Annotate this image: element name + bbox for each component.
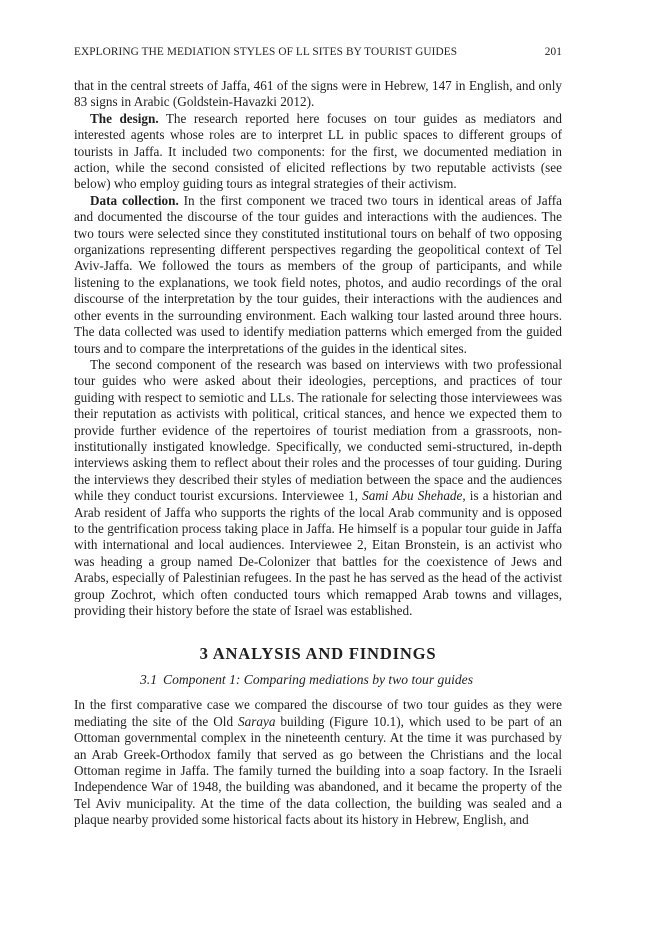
run-in-heading-design: The design.: [90, 110, 159, 126]
subsection-heading: [74, 671, 562, 688]
paragraph-text: In the first component we traced two tours in identical areas of Jaffa and documented the discourse of the tour guides and interactions with the audiences. The two tours were selected since they constituted institutional tours on behalf of two opposing organizations representing different perspectives regarding the geopolitical context of Tel Aviv-Jaffa. We followed the tours as members of the group of participants, and while listening to the explanations, we took field notes, photos, and audio recordings of the oral discourse of the interpretation by the tour guides, their interactions with the audiences and other events in the surrounding environment. Each walking tour lasted around three hours. The data collected was used to identify mediation patterns which emerged from the guided tours and to compare the interpretations of the guides in the identical sites.: [74, 192, 562, 356]
paragraph-design: [74, 111, 562, 193]
paragraph-text: In the first comparative case we compared the discourse of two tour guides as they were mediating the site of the Old: [74, 697, 562, 729]
running-title: EXPLORING THE MEDIATION STYLES OF LL SITES BY TOURIST GUIDES: [74, 46, 458, 58]
subsection-number: 3.1: [140, 672, 157, 688]
paragraph-data-collection: [74, 193, 562, 357]
run-in-heading-data-collection: Data collection.: [90, 192, 179, 208]
body-text: [74, 78, 562, 829]
subsection-title: Component 1: Comparing mediations by two tour guides: [163, 672, 474, 688]
paragraph-text: The research reported here focuses on tour guides as mediators and interested agents whose roles are to interpret LL in public spaces to different groups of tourists in Jaffa. It included two components: for the first, we documented mediation in action, while the second consisted of elicited reflections by two reputable activists (see below) who employ guiding tours as integral strategies of their activism.: [74, 110, 562, 192]
paragraph-text: that in the central streets of Jaffa, 461 of the signs were in Hebrew, 147 in English, and only 83 signs in Arabic (Goldstein-Havazki 2012).: [74, 78, 562, 110]
page-number: 201: [544, 46, 562, 58]
interviewee-name: Sami Abu Shehade: [362, 488, 463, 504]
paragraph-comparative-case: [74, 697, 562, 828]
paragraph-text: The second component of the research was based on interviews with two professional tour guides who were asked about their ideologies, perceptions, and practices of tour guiding with respect to semiotic and LLs. The rationale for selecting those interviewees was their reputation as activists with political, critical stances, and hence we expected them to provide further evidence of the repertoires of tourist mediation from a grassroots, non-institutionally instigated knowledge. Specifically, we conducted semi-structured, in-depth interviews asking them to reflect about their roles and the processes of tour guiding. During the interviews they described their styles of mediation between the space and the audiences while they conduct tourist excursions. Interviewee 1,: [74, 356, 562, 504]
paragraph-second-component: [74, 357, 562, 620]
paragraph-continuation: [74, 78, 562, 111]
paragraph-text: , is a historian and Arab resident of Jaffa who supports the rights of the local Arab community and is opposed to the gentrification process taking place in Jaffa. He himself is a popular tour guide in Jaffa with international and local audiences. Interviewee 2, Eitan Bronstein, is an activist who was heading a group named De-Colonizer that battles for the coexistence of Jews and Arabs, especially of Palestinian refugees. In the past he has served as the head of the activist group Zochrot, which often conducted tours which remapped Arab towns and villages, providing their history before the state of Israel was established.: [74, 488, 562, 618]
section-heading: 3 ANALYSIS AND FINDINGS: [199, 644, 437, 664]
place-name: Saraya: [238, 713, 276, 729]
paragraph-text: building (Figure 10.1), which used to be part of an Ottoman governmental complex in the nineteenth century. At the time it was purchased by an Arab Greek-Orthodox family that served as go between the Christians and the local Ottoman regime in Jaffa. The family turned the building into a soap factory. In the Israeli Independence War of 1948, the building was abandoned, and it became the property of the Tel Aviv municipality. At the time of the data collection, the building was sealed and a plaque nearby provided some historical facts about its history in Hebrew, English, and: [74, 713, 563, 828]
